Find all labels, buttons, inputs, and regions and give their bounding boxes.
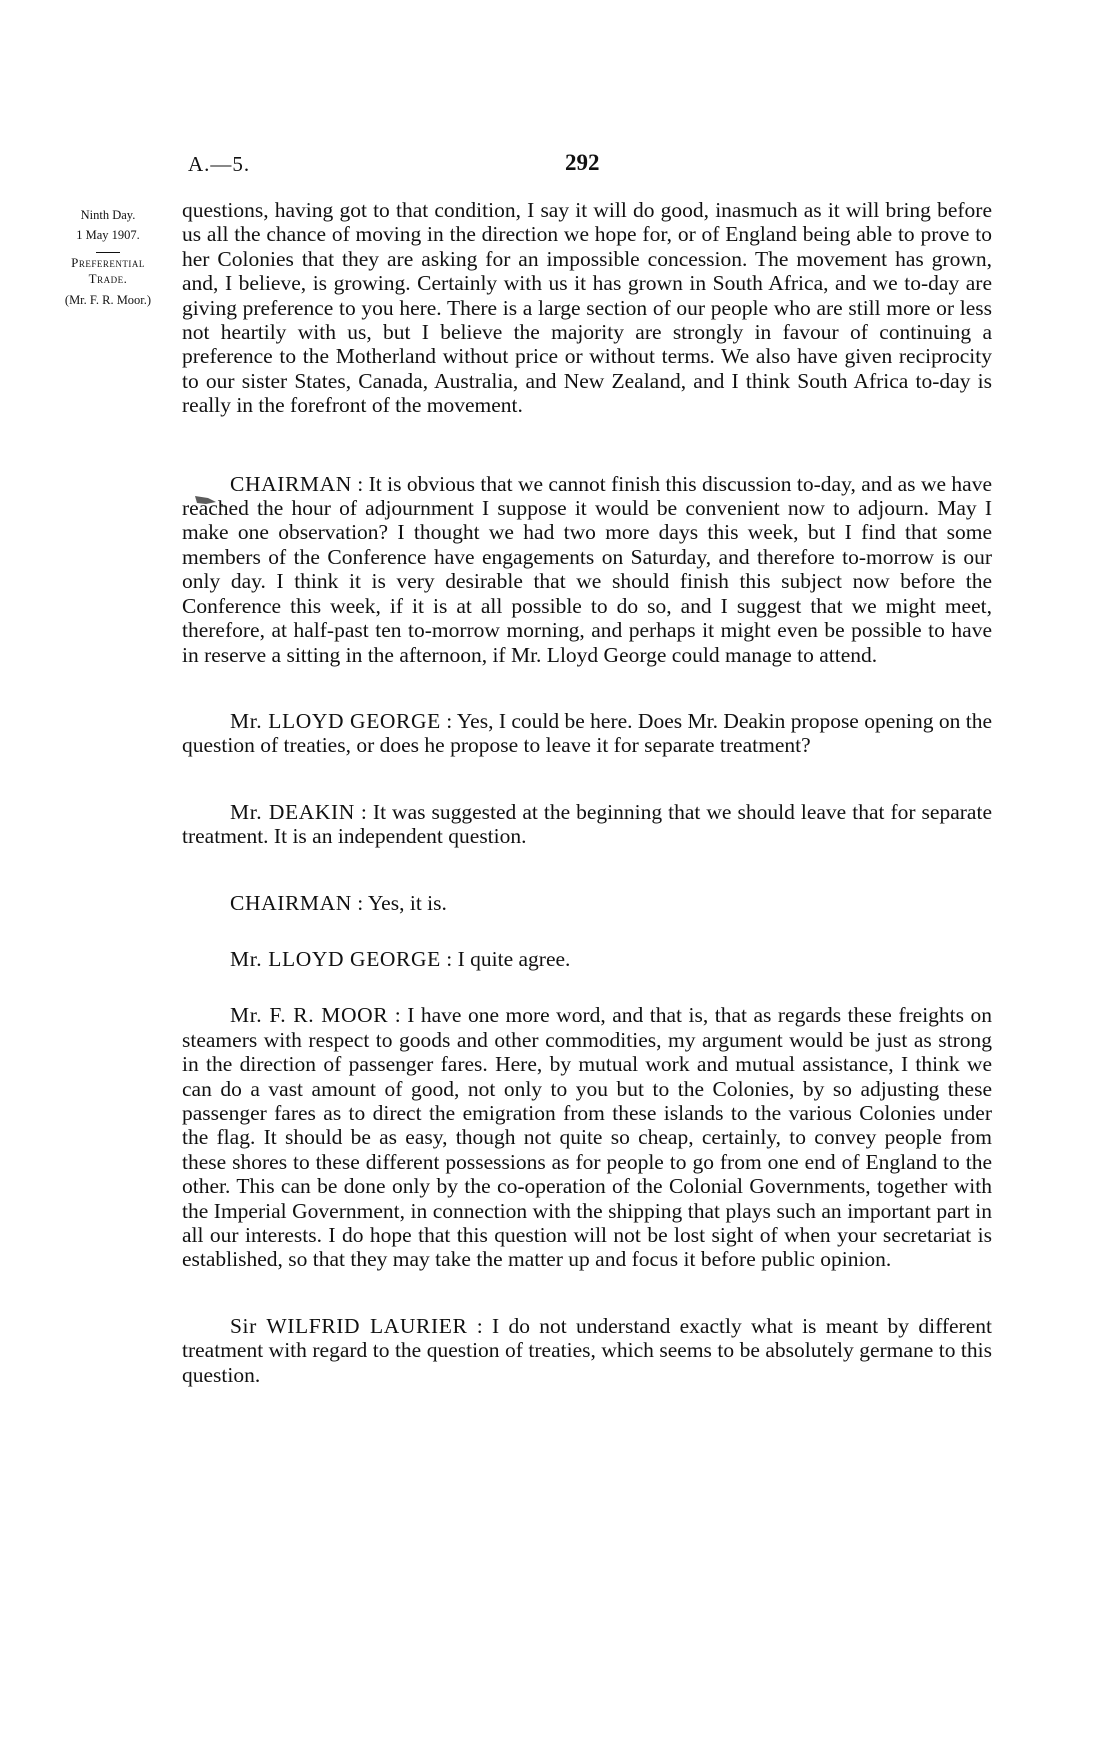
paragraph-text: It is obvious that we cannot finish this discussion to-day, and as we have reached the hour of adjournment I suppose it would be convenient now to adjourn. May I make one observation? I thought we had two more days this week, but I find that some members of the Conference have engagements on Saturday, and therefore to-morrow is our only day. I think it is very desirable that we should finish this subject now before the Conference this week, if it is at all possible to do so, and I suggest that we might meet, therefore, at half-past ten to-morrow morning, and perhaps it might even be possible to have in reserve a sitting in the afternoon, if Mr. Lloyd George could manage to attend. bbox=[182, 471, 992, 667]
page-number: 292 bbox=[565, 150, 600, 175]
margin-day: Ninth Day. bbox=[80, 208, 136, 222]
paragraph-speech: CHAIRMAN : Yes, it is. bbox=[230, 890, 447, 915]
speaker-name: CHAIRMAN bbox=[230, 890, 352, 915]
paragraph-speech: Mr. LLOYD GEORGE : I quite agree. bbox=[230, 946, 571, 971]
paragraph-speech: Mr. DEAKIN : It was suggested at the beginning that we should leave that for separate treatment. It is an independent question. bbox=[182, 799, 992, 849]
document-body bbox=[182, 198, 992, 1387]
speaker-name: Mr. DEAKIN bbox=[230, 799, 355, 824]
margin-date: 1 May 1907. bbox=[76, 228, 140, 242]
margin-note bbox=[44, 204, 172, 311]
document-reference: A.—5. bbox=[188, 152, 251, 176]
speaker-name: Mr. LLOYD GEORGE bbox=[230, 708, 441, 733]
paragraph-speech: Mr. LLOYD GEORGE : Yes, I could be here. Does Mr. Deakin propose opening on the question of treaties, or does he propose to leave it for separate treatment? bbox=[182, 708, 993, 758]
paragraph-speech: Sir WILFRID LAURIER : I do not understand exactly what is meant by different treatment with regard to the question of treaties, which seems to be absolutely germane to this question. bbox=[182, 1313, 992, 1387]
margin-speaker: (Mr. F. R. Moor.) bbox=[64, 293, 152, 307]
paragraph-speech: CHAIRMAN : It is obvious that we cannot finish this discussion to-day, and as we have reached the hour of adjournment I suppose it would be convenient now to adjourn. May I make one observation? I thought we had two more days this week, but I find that some members of the Conference have engagements on Saturday, and therefore to-morrow is our only day. I think it is very desirable that we should finish this subject now before the Conference this week, if it is at all possible to do so, and I suggest that we might meet, therefore, at half-past ten to-morrow morning, and perhaps it might even be possible to have in reserve a sitting in the afternoon, if Mr. Lloyd George could manage to attend. bbox=[182, 471, 992, 667]
margin-rule bbox=[96, 252, 120, 253]
paragraph-text: Yes, it is. bbox=[367, 890, 447, 915]
margin-topic-line1: Preferential bbox=[71, 255, 145, 270]
paragraph-text: I do not understand exactly what is meant by different treatment with regard to the question of treaties, which seems to be absolutely germane to this question. bbox=[182, 1313, 992, 1387]
paragraph-text: Yes, I could be here. Does Mr. Deakin propose opening on the question of treaties, or does he propose to leave it for separate treatment? bbox=[182, 708, 993, 758]
speaker-name: Mr. LLOYD GEORGE bbox=[230, 946, 441, 971]
speaker-name: Mr. F. R. MOOR bbox=[230, 1003, 389, 1028]
paragraph-text: I have one more word, and that is, that as regards these freights on steamers with respect to goods and other commodities, my argument would be just as strong in the direction of passenger fares. Here, by mutual work and mutual assistance, I think we can do a vast amount of good, not only to you but to the Colonies, by so adjusting these passenger fares as to direct the emigration from these islands to the various Colonies under the flag. It should be as easy, though not quite so cheap, certainly, to convey people from these shores to these different possessions as for people to go from one end of England to the other. This can be done only by the co-operation of the Colonial Governments, together with the Imperial Government, in connection with the shipping that plays such an important part in all our interests. I do hope that this question will not be lost sight of when your secretariat is established, so that they may take the matter up and focus it before public opinion. bbox=[182, 1003, 993, 1272]
paragraph-speech: Mr. F. R. MOOR : I have one more word, and that is, that as regards these freights on steamers with respect to goods and other commodities, my argument would be just as strong in the direction of passenger fares. Here, by mutual work and mutual assistance, I think we can do a vast amount of good, not only to you but to the Colonies, by so adjusting these passenger fares as to direct the emigration from these islands to the various Colonies under the flag. It should be as easy, though not quite so cheap, certainly, to convey people from these shores to these different possessions as for people to go from one end of England to the other. This can be done only by the co-operation of the Colonial Governments, together with the Imperial Government, in connection with the shipping that plays such an important part in all our interests. I do hope that this question will not be lost sight of when your secretariat is established, so that they may take the matter up and focus it before public opinion. bbox=[182, 1003, 993, 1272]
speaker-name: CHAIRMAN bbox=[230, 471, 352, 496]
paragraph-continuation bbox=[182, 198, 992, 418]
paragraph-text: I quite agree. bbox=[457, 946, 571, 971]
paragraph-text: It was suggested at the beginning that we should leave that for separate treatment. It is an independent question. bbox=[182, 799, 992, 849]
speaker-name: Sir WILFRID LAURIER bbox=[230, 1313, 468, 1338]
margin-topic-line2: Trade. bbox=[88, 271, 128, 286]
paragraph-text: questions, having got to that condition, I say it will do good, inasmuch as it will bring before us all the chance of moving in the direction we hope for, or of England being able to prove to her Colonies that they are asking for an impossible concession. The movement has grown, and, I believe, is growing. Certainly with us it has grown in South Africa, and we to-day are giving preference to you here. There is a large section of our people who are still more or less not heartily with us, but I believe the majority are strongly in favour of continuing a preference to the Motherland without price or without terms. We also have given reciprocity to our sister States, Canada, Australia, and New Zealand, and I think South Africa to-day is really in the forefront of the movement. bbox=[182, 198, 992, 418]
